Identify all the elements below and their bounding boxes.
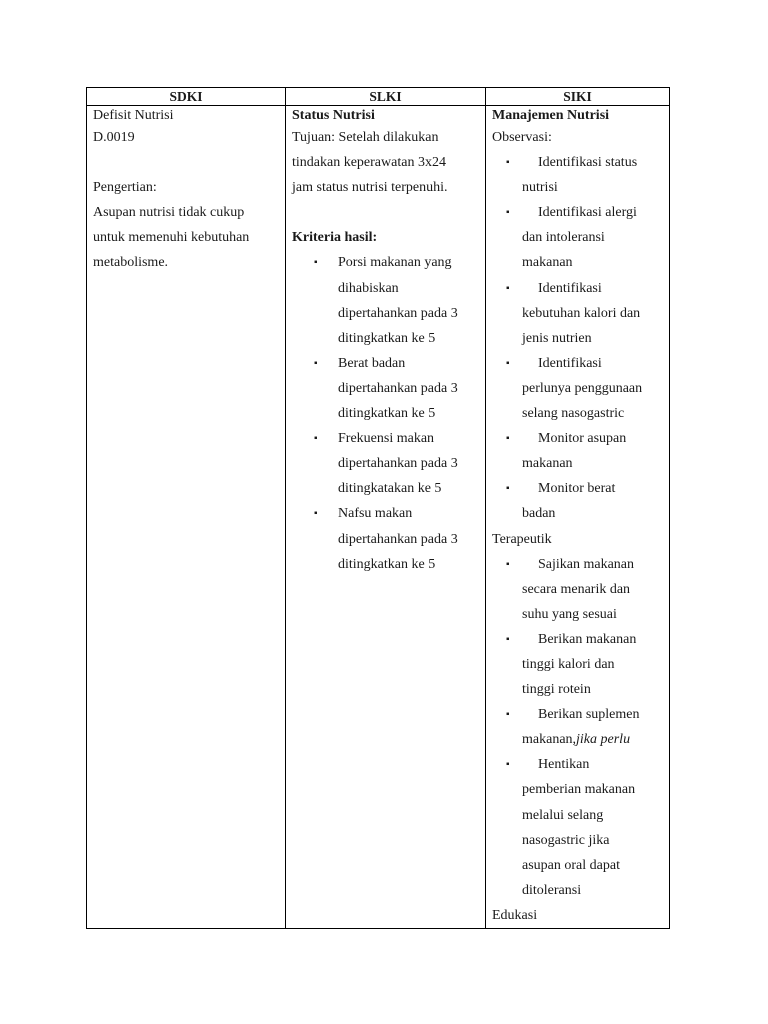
- list-item: [292, 501, 485, 576]
- observation-line: dan intoleransi: [522, 230, 605, 246]
- intervention-title: Manajemen Nutrisi: [492, 108, 610, 123]
- siki-cell: [486, 106, 670, 929]
- observation-line: Monitor berat: [538, 481, 616, 497]
- list-item: [492, 276, 669, 351]
- observation-line: Identifikasi status: [538, 155, 638, 171]
- criteria-line: Porsi makanan yang: [338, 255, 452, 271]
- therapeutic-line: Berikan suplemen: [538, 707, 640, 723]
- criteria-label: Kriteria hasil:: [292, 230, 378, 246]
- observation-line: Identifikasi alergi: [538, 205, 637, 221]
- criteria-line: ditingkatakan ke 5: [338, 481, 442, 497]
- square-bullet-icon: ▪: [506, 282, 510, 294]
- therapeutic-line: nasogastric jika: [522, 832, 610, 848]
- definition-line: metabolisme.: [93, 255, 169, 271]
- square-bullet-icon: ▪: [506, 357, 510, 369]
- list-item: [492, 426, 669, 476]
- list-item: [292, 426, 485, 501]
- therapeutic-label: Terapeutik: [492, 531, 552, 547]
- list-item: [492, 752, 669, 903]
- therapeutic-line: Berikan makanan: [538, 631, 637, 647]
- education-label: Edukasi: [492, 907, 538, 923]
- definition-line: untuk memenuhi kebutuhan: [93, 230, 250, 246]
- therapeutic-line: ditoleransi: [522, 882, 582, 898]
- square-bullet-icon: ▪: [506, 759, 510, 771]
- criteria-line: dihabiskan: [338, 280, 399, 296]
- observation-line: kebutuhan kalori dan: [522, 305, 641, 321]
- list-item: [492, 627, 669, 702]
- criteria-line: dipertahankan pada 3: [338, 305, 458, 321]
- square-bullet-icon: ▪: [506, 207, 510, 219]
- therapeutic-line: tinggi kalori dan: [522, 656, 615, 672]
- therapeutic-line: Hentikan: [538, 757, 590, 773]
- square-bullet-icon: ▪: [314, 357, 318, 369]
- criteria-line: dipertahankan pada 3: [338, 380, 458, 396]
- criteria-line: dipertahankan pada 3: [338, 531, 458, 547]
- sdki-cell: [87, 106, 286, 929]
- square-bullet-icon: ▪: [506, 558, 510, 570]
- observation-line: jenis nutrien: [522, 330, 592, 346]
- observation-line: Monitor asupan: [538, 431, 627, 447]
- header-sdki: SDKI: [87, 88, 286, 106]
- criteria-line: dipertahankan pada 3: [338, 456, 458, 472]
- observation-line: perlunya penggunaan: [522, 380, 643, 396]
- criteria-list: [292, 250, 485, 576]
- square-bullet-icon: ▪: [506, 483, 510, 495]
- diagnosis-title: Defisit Nutrisi: [93, 108, 174, 123]
- list-item: [492, 200, 669, 275]
- table-row: [87, 106, 670, 929]
- definition-label: Pengertian:: [93, 180, 157, 196]
- goal-line: Tujuan: Setelah dilakukan: [292, 130, 439, 145]
- observation-line: selang nasogastric: [522, 406, 625, 422]
- observation-line: badan: [522, 506, 556, 522]
- observation-line: makanan: [522, 255, 573, 271]
- square-bullet-icon: ▪: [314, 508, 318, 520]
- therapeutic-line: Sajikan makanan: [538, 556, 635, 572]
- list-item: [492, 150, 669, 200]
- observation-line: makanan: [522, 456, 573, 472]
- square-bullet-icon: ▪: [506, 633, 510, 645]
- header-siki: SIKI: [486, 88, 670, 106]
- observation-label: Observasi:: [492, 130, 552, 145]
- square-bullet-icon: ▪: [506, 709, 510, 721]
- supplement-text: makanan,: [522, 732, 577, 748]
- goal-line: tindakan keperawatan 3x24: [292, 155, 446, 171]
- therapeutic-line: melalui selang: [522, 807, 604, 823]
- list-item: [492, 552, 669, 627]
- therapeutic-line: asupan oral dapat: [522, 857, 620, 873]
- therapeutic-list: [492, 552, 669, 903]
- square-bullet-icon: ▪: [314, 433, 318, 445]
- criteria-line: ditingkatkan ke 5: [338, 556, 436, 572]
- therapeutic-line: suhu yang sesuai: [522, 606, 617, 622]
- outcome-title: Status Nutrisi: [292, 108, 375, 123]
- therapeutic-line: secara menarik dan: [522, 581, 631, 597]
- square-bullet-icon: ▪: [314, 257, 318, 269]
- diagnosis-code: D.0019: [93, 130, 135, 145]
- observation-line: nutrisi: [522, 180, 558, 196]
- observation-line: Identifikasi: [538, 280, 602, 296]
- header-slki: SLKI: [286, 88, 486, 106]
- care-plan-table: [86, 87, 670, 929]
- list-item: [492, 702, 669, 752]
- criteria-line: ditingkatkan ke 5: [338, 406, 436, 422]
- square-bullet-icon: ▪: [506, 157, 510, 169]
- observation-list: [492, 150, 669, 526]
- list-item: [492, 351, 669, 426]
- goal-line: jam status nutrisi terpenuhi.: [292, 180, 448, 196]
- criteria-line: Nafsu makan: [338, 506, 413, 522]
- therapeutic-line: pemberian makanan: [522, 782, 636, 798]
- criteria-line: Frekuensi makan: [338, 431, 435, 447]
- therapeutic-line: [522, 727, 669, 752]
- definition-line: Asupan nutrisi tidak cukup: [93, 205, 245, 221]
- square-bullet-icon: ▪: [506, 433, 510, 445]
- supplement-condition: jika perlu: [576, 732, 631, 748]
- criteria-line: Berat badan: [338, 355, 406, 371]
- criteria-line: ditingkatkan ke 5: [338, 330, 436, 346]
- list-item: [292, 351, 485, 426]
- list-item: [292, 250, 485, 350]
- therapeutic-line: tinggi rotein: [522, 682, 591, 698]
- slki-cell: [286, 106, 486, 929]
- list-item: [492, 476, 669, 526]
- observation-line: Identifikasi: [538, 355, 602, 371]
- table-header-row: [87, 88, 670, 106]
